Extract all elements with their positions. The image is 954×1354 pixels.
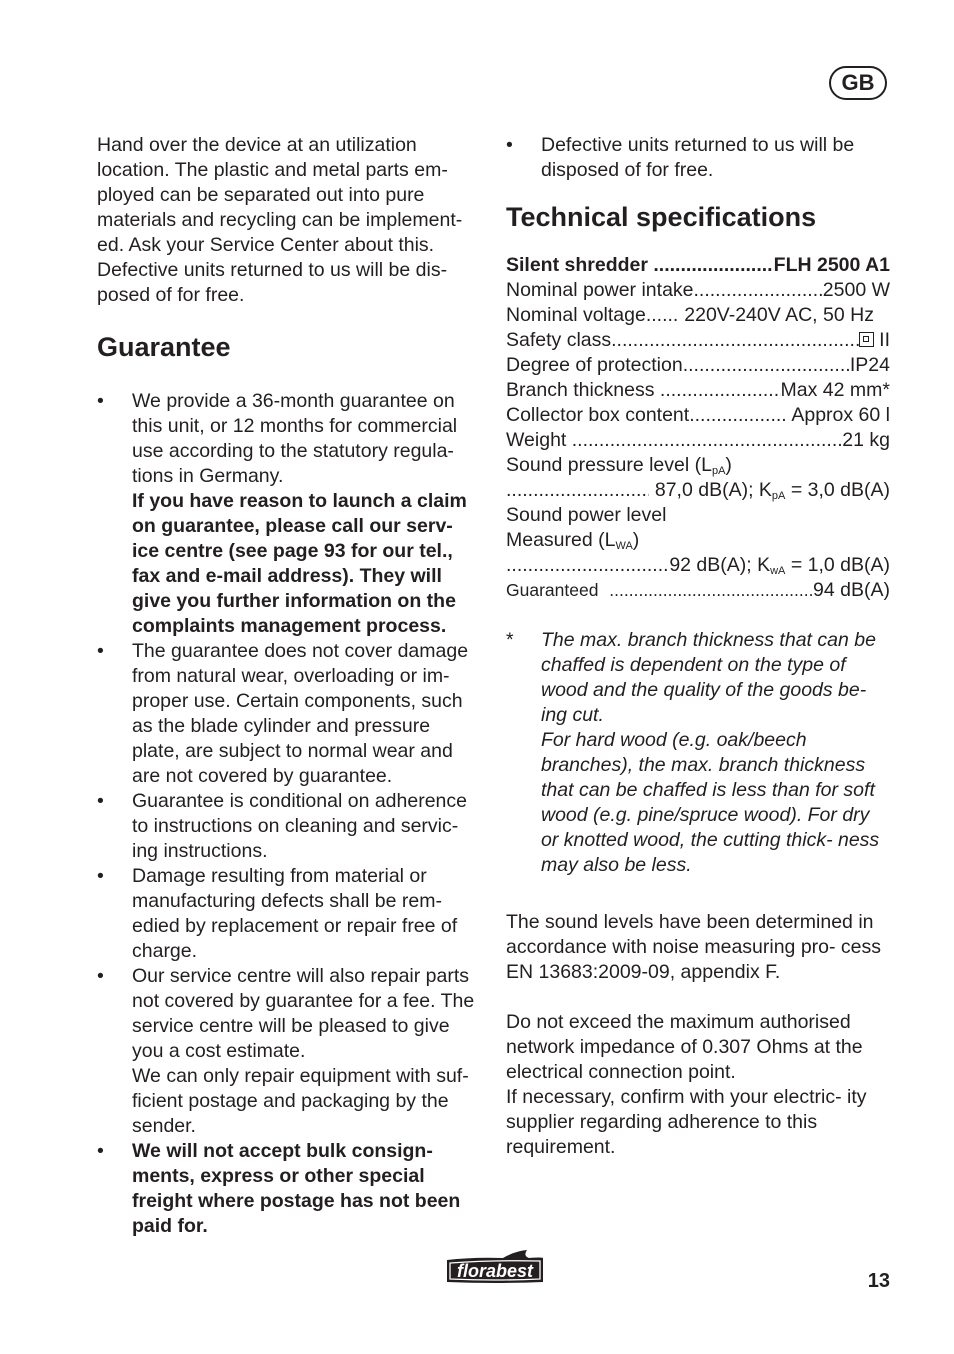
bullet-text: Our service centre will also repair parts not covered by guarantee for a fee. The service centre will be pleased to give you a cost estimate. bbox=[132, 965, 475, 1062]
spec-row-protection: Degree of protection ..... IP24 bbox=[506, 353, 890, 378]
list-item bbox=[97, 864, 482, 964]
tech-specs-heading: Technical specifications bbox=[506, 202, 817, 232]
intro-paragraph: Hand over the device at an utilization location. The plastic and metal parts em- ployed can be separated out into pure materials and recycling can be implement- ed. Ask your Service Center about this. Defective units returned to us will be dis- posed of for free. bbox=[97, 134, 463, 306]
spec-row-swl-label: Sound power level bbox=[506, 504, 667, 526]
spec-row-measured-value: ..... 92 dB(A); $K_{wA} = 1,0$ dB(A) bbox=[506, 553, 890, 578]
safety-class-icon bbox=[859, 332, 874, 347]
bullet-text: We provide a 36-month guarantee on this unit, or 12 months for commercial use according to the statutory regula- tions in Germany. bbox=[132, 390, 458, 487]
sound-levels-paragraph: The sound levels have been determined in accordance with noise measuring pro- cess EN 13683:2009-09, appendix F. bbox=[506, 911, 882, 983]
svg-text:florabest: florabest bbox=[456, 1261, 534, 1281]
list-item bbox=[97, 389, 482, 639]
spec-row-spl-value: ..... 87,0 dB(A); $K_{pA} = 3,0$ dB(A) bbox=[506, 478, 890, 503]
spec-row-safety: Safety class ..... II bbox=[506, 328, 890, 353]
bullet-bold-text: We will not accept bulk consign- ments, express or other special freight where postage has not been paid for. bbox=[132, 1140, 461, 1237]
bullet-icon: • bbox=[97, 390, 104, 412]
footnote-text-2: For hard wood (e.g. oak/beech branches), the max. branch thickness that can be chaffed is less than for soft wood (e.g. pine/spruce wood). For dry or knotted wood, the cutting thick- ness may also be less. bbox=[541, 729, 880, 876]
list-item bbox=[506, 133, 890, 183]
right-column bbox=[506, 133, 890, 1160]
bullet-text: The guarantee does not cover damage from natural wear, overloading or im- proper use. Certain components, such as the blade cylinder and pressure plate, are subject to normal wear and are not covered by guarantee. bbox=[132, 640, 469, 787]
bullet-icon: • bbox=[97, 1140, 104, 1162]
bullet-icon: • bbox=[97, 865, 104, 887]
spec-row-voltage: Nominal voltage ..... 220V-240V AC, 50 Hz bbox=[506, 303, 890, 328]
list-item bbox=[97, 789, 482, 864]
spec-row-collector: Collector box content ..... Approx 60 l bbox=[506, 403, 890, 428]
footnote-text-1: The max. branch thickness that can be chaffed is dependent on the type of wood and the quality of the goods be- ing cut. bbox=[541, 629, 876, 726]
spec-row-weight: Weight ..... 21 kg bbox=[506, 428, 890, 453]
footnote bbox=[506, 628, 890, 878]
bullet-text: Guarantee is conditional on adherence to instructions on cleaning and servic- ing instructions. bbox=[132, 790, 467, 862]
spec-row-spl-label: Sound pressure level $(L_{pA})$ bbox=[506, 454, 732, 477]
spec-table bbox=[506, 253, 890, 603]
supplier-paragraph: If necessary, confirm with your electric- ity supplier regarding adherence to this requirement. bbox=[506, 1086, 867, 1158]
bullet-text: Defective units returned to us will be disposed of for free. bbox=[541, 134, 855, 181]
spec-row-power: Nominal power intake ..... 2500 W bbox=[506, 278, 890, 303]
guarantee-heading: Guarantee bbox=[97, 332, 231, 362]
bullet-icon: • bbox=[97, 640, 104, 662]
bullet-icon: • bbox=[506, 134, 513, 156]
spec-row-guaranteed: Guaranteed ..... 94 dB(A) bbox=[506, 578, 890, 603]
list-item bbox=[97, 1139, 482, 1239]
list-item bbox=[97, 639, 482, 789]
spec-row-measured-label: Measured $(L_{WA})$ bbox=[506, 529, 640, 552]
language-badge: GB bbox=[829, 66, 887, 100]
bullet-bold-text: If you have reason to launch a claim on guarantee, please call our serv- ice centre (see page 93 for our tel., fax and e-mail address). They will give you further information on the complaints management process. bbox=[132, 490, 467, 637]
left-column bbox=[97, 133, 482, 1239]
list-item bbox=[97, 964, 482, 1139]
florabest-logo bbox=[443, 1248, 547, 1286]
bullet-text: Damage resulting from material or manufacturing defects shall be rem- edied by replacement or repair free of charge. bbox=[132, 865, 458, 962]
bullet-icon: • bbox=[97, 790, 104, 812]
bullet-icon: • bbox=[97, 965, 104, 987]
bullet-extra-text: We can only repair equipment with suf- ficient postage and packaging by the sender. bbox=[132, 1065, 469, 1137]
impedance-paragraph: Do not exceed the maximum authorised network impedance of 0.307 Ohms at the electrical connection point. bbox=[506, 1011, 863, 1083]
page-number: 13 bbox=[867, 1270, 890, 1292]
footnote-marker: * bbox=[506, 629, 514, 651]
spec-row-branch: Branch thickness ..... Max 42 mm* bbox=[506, 378, 890, 403]
spec-row-model: Silent shredder ..... FLH 2500 A1 bbox=[506, 253, 890, 278]
